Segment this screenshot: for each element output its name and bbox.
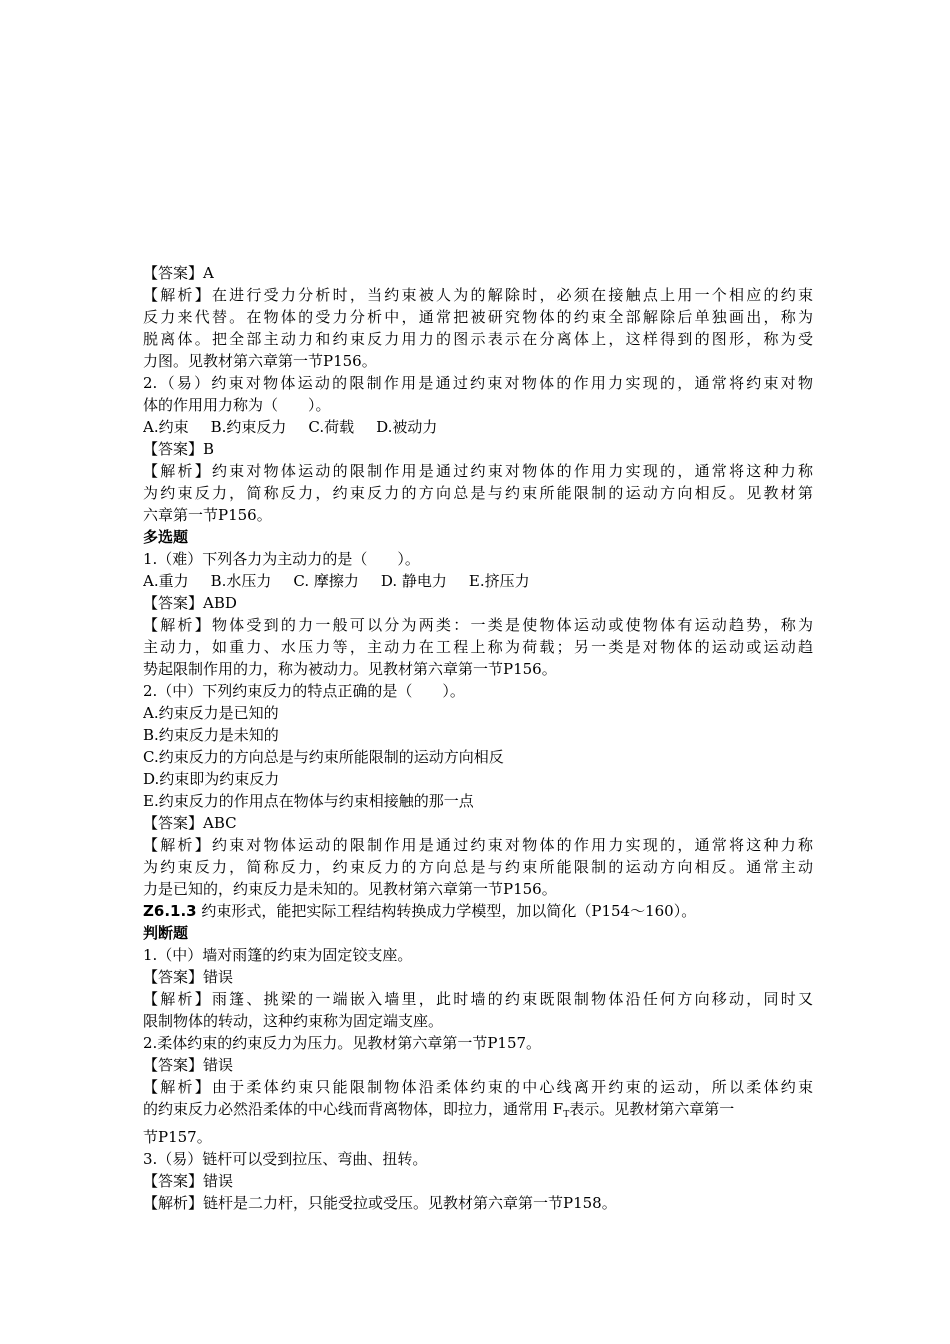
- analysis-text: 的约束反力必然沿柔体的中心线而背离物体，即拉力，通常用 F: [143, 1100, 564, 1118]
- option: D.被动力: [376, 418, 438, 436]
- answer-line: 【答案】ABD: [143, 594, 237, 612]
- section-heading-true-false: 判断题: [143, 924, 189, 942]
- subscript: T: [563, 1110, 570, 1120]
- option-row: [143, 570, 813, 592]
- analysis-line: 【解析】物体受到的力一般可以分为两类：一类是使物体运动或使物体有运动趋势，称为: [143, 616, 813, 634]
- option-row: [143, 416, 813, 438]
- analysis-line: 【解析】约束对物体运动的限制作用是通过约束对物体的作用力实现的，通常将这种力称: [143, 836, 813, 854]
- analysis-line: 六章第一节P156。: [143, 506, 272, 524]
- option: D. 静电力: [380, 572, 447, 590]
- option: C.荷载: [308, 418, 355, 436]
- question-stem: 1.（中）墙对雨篷的约束为固定铰支座。: [143, 946, 413, 964]
- answer-line: 【答案】A: [143, 264, 214, 282]
- answer-line: 【答案】错误: [143, 1056, 234, 1074]
- option: B.水压力: [210, 572, 272, 590]
- analysis-line: 【解析】约束对物体运动的限制作用是通过约束对物体的作用力实现的，通常将这种力称: [143, 462, 813, 480]
- analysis-line: 【解析】在进行受力分析时，当约束被人为的解除时，必须在接触点上用一个相应的约束: [143, 286, 813, 304]
- section-heading-multi: 多选题: [143, 528, 189, 546]
- document-page: [143, 262, 813, 1214]
- analysis-line: 【解析】由于柔体约束只能限制物体沿柔体约束的中心线离开约束的运动，所以柔体约束: [143, 1078, 813, 1096]
- option: B.约束反力: [210, 418, 287, 436]
- option: A.约束: [143, 418, 189, 436]
- answer-line: 【答案】错误: [143, 1172, 234, 1190]
- answer-line: 【答案】错误: [143, 968, 234, 986]
- analysis-line: 主动力，如重力、水压力等，主动力在工程上称为荷载；另一类是对物体的运动或运动趋: [143, 638, 813, 656]
- option: B.约束反力是未知的: [143, 726, 279, 744]
- option: E.约束反力的作用点在物体与约束相接触的那一点: [143, 792, 474, 810]
- option: E.挤压力: [468, 572, 530, 590]
- section-text: 约束形式，能把实际工程结构转换成力学模型，加以简化（P154～160）。: [196, 902, 697, 920]
- option: C. 摩擦力: [293, 572, 359, 590]
- answer-line: 【答案】ABC: [143, 814, 237, 832]
- analysis-line: 【解析】雨篷、挑梁的一端嵌入墙里，此时墙的约束既限制物体沿任何方向移动，同时又: [143, 990, 813, 1008]
- option: D.约束即为约束反力: [143, 770, 280, 788]
- analysis-line: 反力来代替。在物体的受力分析中，通常把被研究物体的约束全部解除后单独画出，称为: [143, 308, 813, 326]
- analysis-line: 脱离体。把全部主动力和约束反力用力的图示表示在分离体上，这样得到的图形，称为受: [143, 330, 813, 348]
- option: A.约束反力是已知的: [143, 704, 279, 722]
- question-stem: 3.（易）链杆可以受到拉压、弯曲、扭转。: [143, 1150, 428, 1168]
- section-title: [143, 900, 813, 922]
- analysis-line: 力是已知的，约束反力是未知的。见教材第六章第一节P156。: [143, 880, 557, 898]
- answer-line: 【答案】B: [143, 440, 215, 458]
- analysis-text: 表示。见教材第六章第一: [569, 1100, 735, 1118]
- analysis-line: 力图。见教材第六章第一节P156。: [143, 352, 377, 370]
- analysis-line: [143, 1098, 813, 1126]
- question-stem: 1.（难）下列各力为主动力的是（ ）。: [143, 550, 420, 568]
- question-stem: 2.柔体约束的约束反力为压力。见教材第六章第一节P157。: [143, 1034, 542, 1052]
- section-code: Z6.1.3: [143, 902, 197, 920]
- question-stem: 2.（易）约束对物体运动的限制作用是通过约束对物体的作用力实现的，通常将约束对物: [143, 374, 813, 392]
- analysis-line: 为约束反力，简称反力，约束反力的方向总是与约束所能限制的运动方向相反。见教材第: [143, 484, 813, 502]
- analysis-line: 限制物体的转动，这种约束称为固定端支座。: [143, 1012, 444, 1030]
- option: A.重力: [143, 572, 189, 590]
- analysis-line: 为约束反力，简称反力，约束反力的方向总是与约束所能限制的运动方向相反。通常主动: [143, 858, 813, 876]
- analysis-line: 节P157。: [143, 1128, 212, 1146]
- question-stem: 体的作用用力称为（ ）。: [143, 396, 331, 414]
- question-stem: 2.（中）下列约束反力的特点正确的是（ ）。: [143, 682, 465, 700]
- analysis-line: 【解析】链杆是二力杆，只能受拉或受压。见教材第六章第一节P158。: [143, 1194, 617, 1212]
- analysis-line: 势起限制作用的力，称为被动力。见教材第六章第一节P156。: [143, 660, 557, 678]
- option: C.约束反力的方向总是与约束所能限制的运动方向相反: [143, 748, 504, 766]
